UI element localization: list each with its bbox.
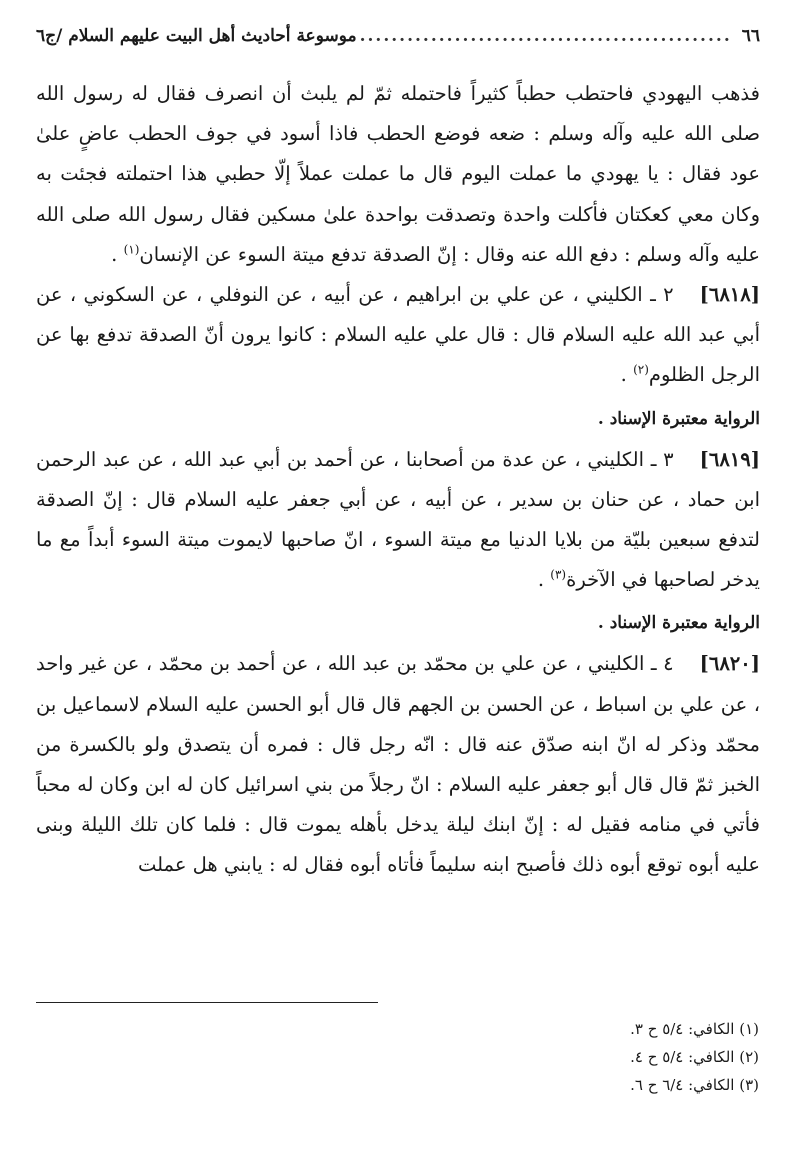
hadith-text: ٣ ـ الكليني ، عن عدة من أصحابنا ، عن أحمد بن أبي عبد الله ، عن عبد الرحمن ابن حماد ، عن حنان بن سدير ، عن أبيه ، عن أبي جعفر عليه السلام قال : إنّ الصدقة لتدفع سبعين بليّة من بلايا الدنيا مع ميتة السوء ، انّ صاحبها لايموت ميتة السوء أبداً مع ما يدخر لصاحبها في الآخرة: [36, 447, 760, 592]
footnote-ref: (١): [123, 242, 140, 257]
paragraph: فذهب اليهودي فاحتطب حطباً كثيراً فاحتمله ثمّ لم يلبث أن انصرف فقال له رسول الله صلى الله عليه وآله وسلم : ضعه فوضع الحطب فاذا أسود في جوف الحطب عاضٍ علىٰ عود فقال : يا يهودي ما عملت اليوم قال ما عملت عملاً إلّا حطبي هذا احتملته فجئت به وكان معي كعكتان فأكلت واحدة وتصدقت بواحدة علىٰ مسكين فقال رسول الله صلى الله عليه وآله وسلم : دفع الله عنه وقال : إنّ الصدقة تدفع ميتة السوء عن الإنسان$^{(١)}$ .: [36, 82, 760, 266]
page-body: [36, 74, 760, 886]
hadith-text: ٤ ـ الكليني ، عن علي بن محمّد بن عبد الله ، عن أحمد بن محمّد ، عن غير واحد ، عن علي بن اسباط ، عن الحسن بن الجهم قال قال أبو الحسن عليه السلام لاسماعيل بن محمّد وذكر له انّ ابنه صدّق عنه قال : انّه رجل قال : فمره أن يتصدق ولو بالكسرة من الخبز ثمّ قال قال أبو جعفر عليه السلام : انّ رجلاً من بني اسرائيل كان له ابن وكان له محباً فأتي في منامه فقيل له : إنّ ابنك ليلة يدخل بأهله يموت قال : فلما كان تلك الليلة وبنى عليه أبوه توقع أبوه ذلك فأصبح ابنه سليماً فأتاه أبوه فقال له : يابني هل عملت: [36, 652, 760, 877]
hadith-entry: [٦٨١٩]٣ ـ الكليني ، عن عدة من أصحابنا ، عن أحمد بن أبي عبد الله ، عن عبد الرحمن ابن حماد ، عن حنان بن سدير ، عن أبيه ، عن أبي جعفر عليه السلام قال : إنّ الصدقة لتدفع سبعين بليّة من بلايا الدنيا مع ميتة السوء ، انّ صاحبها لايموت ميتة السوء أبداً مع ما يدخر لصاحبها في الآخرة$^{(٣)}$ .: [36, 447, 760, 592]
footnote: (١) الكافي: ٥/٤ ح ٣.: [630, 1020, 759, 1038]
footnote-divider: [36, 1002, 378, 1003]
header-dot-leader: [361, 26, 732, 46]
footnote-ref: (٣): [550, 567, 567, 582]
paragraph-text: فذهب اليهودي فاحتطب حطباً كثيراً فاحتمله ثمّ لم يلبث أن انصرف فقال له رسول الله صلى الله عليه وآله وسلم : ضعه فوضع الحطب فاذا أسود في جوف الحطب عاضٍ علىٰ عود فقال : يا يهودي ما عملت اليوم قال ما عملت عملاً إلّا حطبي هذا احتملته فجئت به وكان معي كعكتان فأكلت واحدة وتصدقت بواحدة علىٰ مسكين فقال رسول الله صلى الله عليه وآله وسلم : دفع الله عنه وقال : إنّ الصدقة تدفع ميتة السوء عن الإنسان: [36, 82, 760, 266]
footnotes: [630, 1015, 759, 1099]
page-number: ٦٦: [741, 26, 760, 46]
hadith-entry: [٦٨١٨]٢ ـ الكليني ، عن علي بن ابراهيم ، عن أبيه ، عن النوفلي ، عن السكوني ، عن أبي عبد الله عليه السلام قال : قال علي عليه السلام : كانوا يرون أنّ الصدقة تدفع بها عن الرجل الظلوم$^{(٢)}$ .: [36, 283, 760, 387]
footnote: (٣) الكافي: ٦/٤ ح ٦.: [630, 1076, 759, 1094]
hadith-number: [٦٨٢٠]: [699, 652, 760, 676]
book-title: موسوعة أحاديث أهل البيت عليهم السلام /ج٦: [36, 26, 357, 46]
hadith-number: [٦٨١٩]: [699, 447, 760, 471]
running-header: [36, 18, 760, 54]
chain-verdict: الرواية معتبرة الإسناد .: [597, 408, 760, 429]
page: [36, 18, 760, 886]
hadith-entry: [36, 644, 760, 885]
footnote-ref: (٢): [633, 362, 649, 377]
hadith-text: ٢ ـ الكليني ، عن علي بن ابراهيم ، عن أبيه ، عن النوفلي ، عن السكوني ، عن أبي عبد الله عليه السلام قال : قال علي عليه السلام : كانوا يرون أنّ الصدقة تدفع بها عن الرجل الظلوم: [36, 283, 760, 387]
hadith-number: [٦٨١٨]: [699, 283, 760, 307]
footnote: (٢) الكافي: ٥/٤ ح ٤.: [630, 1048, 759, 1066]
chain-verdict: الرواية معتبرة الإسناد .: [597, 613, 760, 634]
